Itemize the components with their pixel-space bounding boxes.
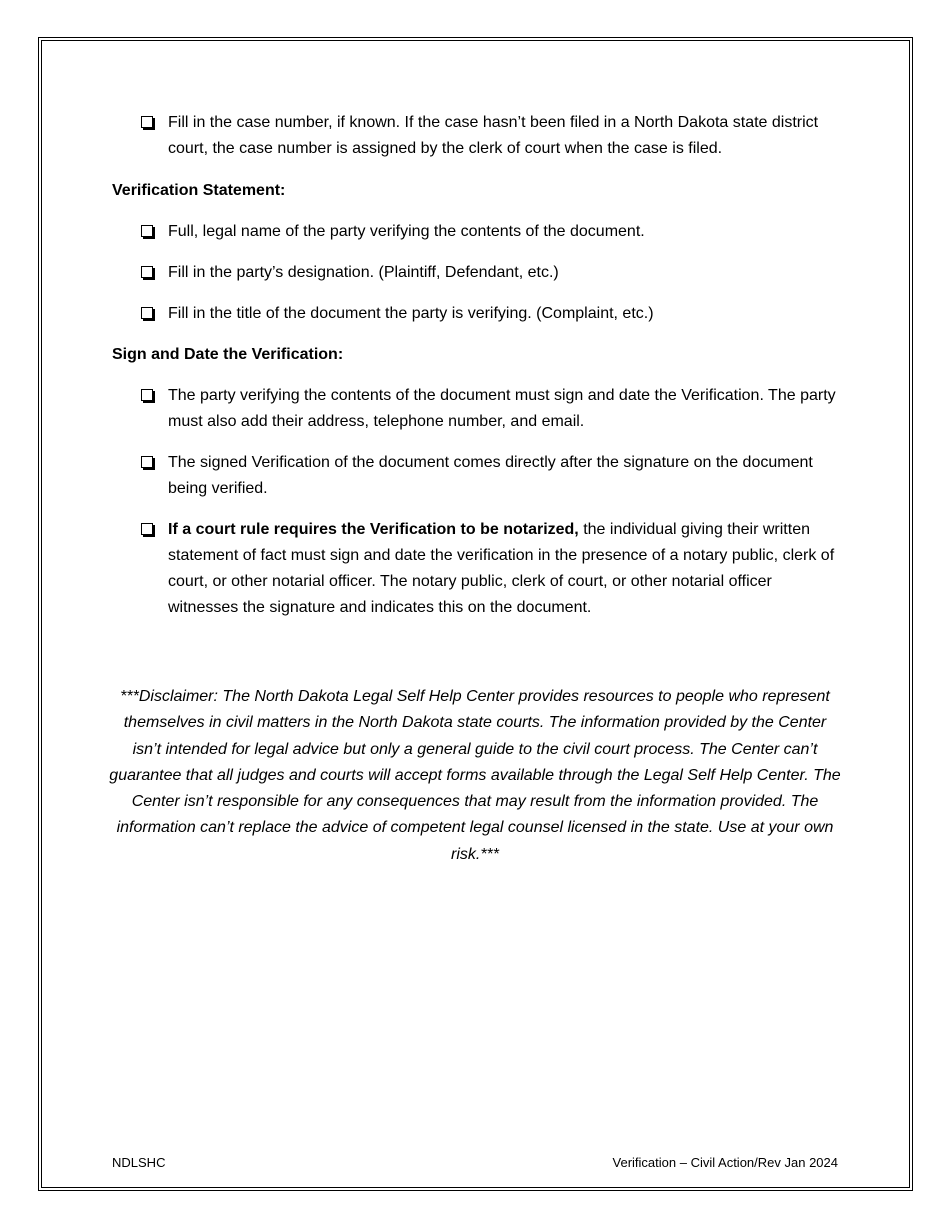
- checkbox-icon: [141, 523, 153, 535]
- checklist-item-party-designation: [112, 260, 842, 286]
- section-heading-verification-statement: Verification Statement:: [112, 182, 286, 199]
- notarization-emphasis: If a court rule requires the Verification to be notarized,: [168, 521, 579, 538]
- checklist-item-case-number: [112, 110, 842, 162]
- footer-form-revision: Verification – Civil Action/Rev Jan 2024: [612, 1155, 838, 1170]
- checklist-item-text: Full, legal name of the party verifying the contents of the document.: [168, 223, 645, 240]
- checklist-item-legal-name: [112, 219, 842, 245]
- checkbox-icon: [141, 116, 153, 128]
- footer-organization: NDLSHC: [112, 1155, 166, 1170]
- checklist-item-text: The party verifying the contents of the document must sign and date the Verification. The party must also add their address, telephone number, and email.: [168, 387, 836, 430]
- instructions-content: [112, 110, 842, 636]
- checklist-item-text: Fill in the title of the document the party is verifying. (Complaint, etc.): [168, 305, 654, 322]
- checklist-item-document-title: [112, 301, 842, 327]
- checklist-item-text: Fill in the party’s designation. (Plaintiff, Defendant, etc.): [168, 264, 559, 281]
- checklist-item-sign-verification: [112, 383, 842, 435]
- section-heading-sign-and-date: Sign and Date the Verification:: [112, 346, 344, 363]
- checkbox-icon: [141, 389, 153, 401]
- checkbox-icon: [141, 307, 153, 319]
- checkbox-icon: [141, 266, 153, 278]
- checklist-item-notarization: [112, 517, 842, 621]
- checkbox-icon: [141, 456, 153, 468]
- checklist-item-text: Fill in the case number, if known. If the case hasn’t been filed in a North Dakota state district court, the case number is assigned by the clerk of court when the case is filed.: [168, 114, 819, 157]
- disclaimer: ***Disclaimer: The North Dakota Legal Self Help Center provides resources to people who represent themselves in civil matters in the North Dakota state courts. The information provided by the Center isn’t intended for legal advice but only a general guide to the civil court process. The Center can’t guarantee that all judges and courts will accept forms available through the Legal Self Help Center. The Center isn’t responsible for any consequences that may result from the information provided. The information can’t replace the advice of competent legal counsel licensed in the state. Use at your own risk.***: [109, 688, 841, 863]
- checklist-item-text: The signed Verification of the document comes directly after the signature on the document being verified.: [168, 454, 813, 497]
- checkbox-icon: [141, 225, 153, 237]
- notarization-text: the individual giving their written statement of fact must sign and date the verification in the presence of a notary public, clerk of court, or other notarial officer. The notary public, clerk of court, or other notarial officer witnesses the signature and indicates this on the document.: [168, 521, 835, 616]
- checklist-item-verification-placement: [112, 450, 842, 502]
